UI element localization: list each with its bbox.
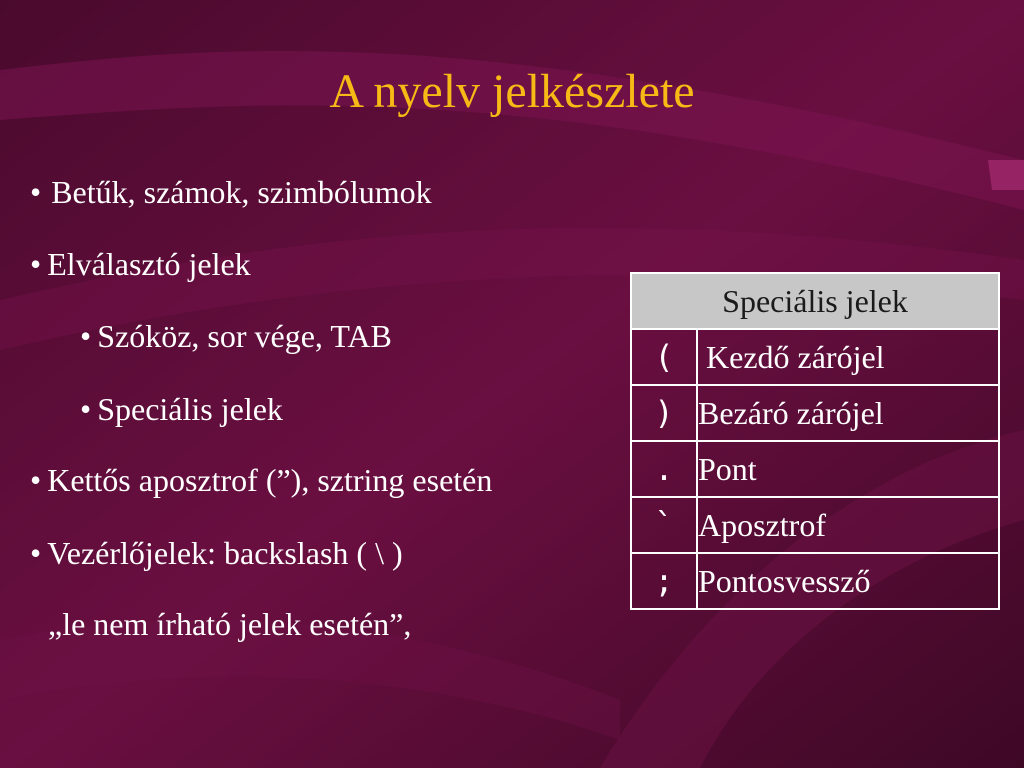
symbol-cell: . [631, 441, 697, 497]
bullet-marker: • [30, 462, 42, 498]
bullet-text: Speciális jelek [97, 391, 283, 427]
table-row [631, 553, 999, 609]
bullet-marker: • [80, 391, 92, 427]
bullet-subitem [80, 389, 283, 429]
symbol-cell: ) [631, 385, 697, 441]
bullet-marker: • [30, 535, 42, 571]
description-cell: Bezáró zárójel [697, 385, 999, 441]
description-cell: Aposztrof [697, 497, 999, 553]
bullet-text: Szóköz, sor vége, TAB [97, 318, 392, 354]
symbol-cell: ; [631, 553, 697, 609]
bullet-text: Kettős aposztrof (”), sztring esetén [47, 462, 493, 498]
special-characters-table [630, 272, 1000, 610]
table-row [631, 329, 999, 385]
description-cell: Pont [697, 441, 999, 497]
table-row [631, 497, 999, 553]
table-row [631, 385, 999, 441]
bullet-text: Vezérlőjelek: backslash ( \ ) [47, 535, 403, 571]
symbol-cell: ( [631, 329, 697, 385]
bullet-marker: • [30, 174, 42, 210]
symbol-cell: ` [631, 497, 697, 553]
table-header-row [631, 273, 999, 329]
bullet-item [30, 244, 251, 284]
bullet-text: „le nem írható jelek esetén”, [48, 606, 412, 642]
bullet-text: Betűk, számok, szimbólumok [51, 174, 432, 210]
slide-title: A nyelv jelkészlete [329, 65, 695, 118]
description-cell: Kezdő zárójel [697, 329, 999, 385]
bullet-text: Elválasztó jelek [47, 246, 251, 282]
bullet-marker: • [30, 246, 42, 282]
description-cell: Pontosvessző [697, 553, 999, 609]
table-header: Speciális jelek [631, 273, 999, 329]
bullet-marker: • [80, 318, 92, 354]
table-row [631, 441, 999, 497]
bullet-item [30, 172, 432, 212]
bullet-continuation [48, 604, 411, 644]
bullet-subitem [80, 316, 392, 356]
bullet-item [30, 460, 492, 500]
bullet-item [30, 533, 403, 573]
